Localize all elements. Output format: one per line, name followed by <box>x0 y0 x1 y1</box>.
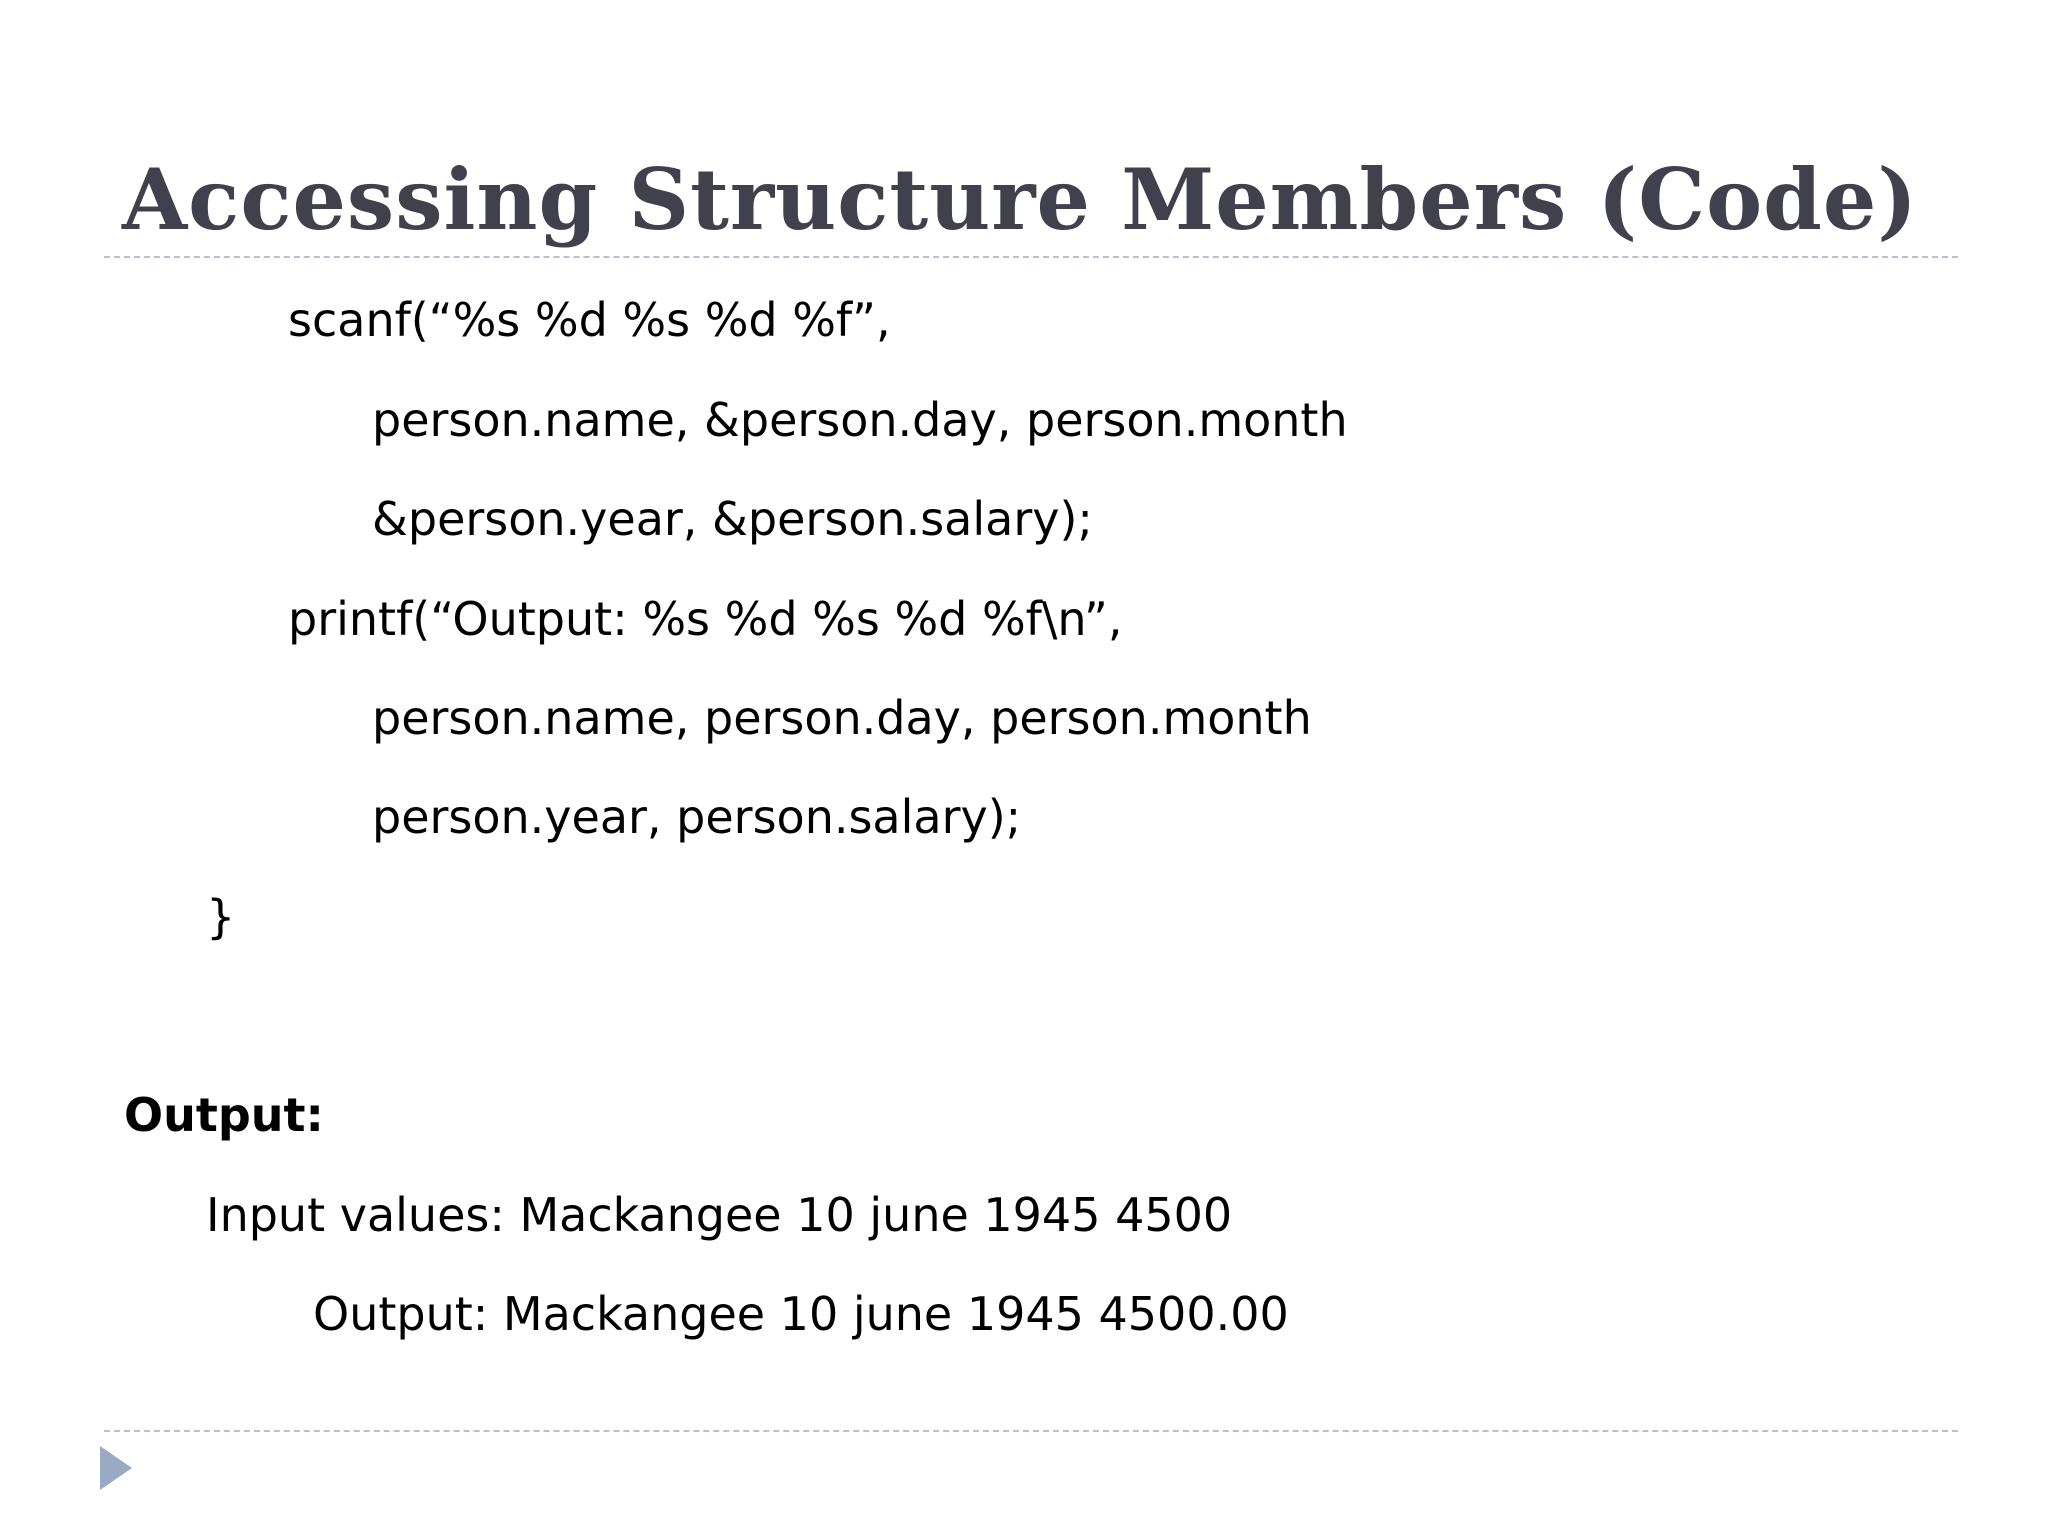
slide-title: Accessing Structure Members (Code) <box>122 150 1919 249</box>
code-line-printf: printf(“Output: %s %d %s %d %f\n”, <box>288 592 1123 646</box>
input-values-line: Input values: Mackangee 10 june 1945 4500 <box>206 1188 1233 1242</box>
output-heading: Output: <box>124 1088 324 1142</box>
code-line-scanf: scanf(“%s %d %s %d %f”, <box>288 293 891 347</box>
next-slide-arrow-icon[interactable] <box>100 1446 132 1490</box>
code-line-printf-args-1: person.name, person.day, person.month <box>372 691 1312 745</box>
code-line-printf-args-2: person.year, person.salary); <box>372 790 1022 844</box>
footer-divider <box>104 1430 1958 1432</box>
output-values-line: Output: Mackangee 10 june 1945 4500.00 <box>313 1287 1289 1341</box>
code-line-scanf-args-1: person.name, &person.day, person.month <box>372 393 1348 447</box>
code-line-closing-brace: } <box>206 890 236 944</box>
title-divider <box>104 256 1958 258</box>
code-line-scanf-args-2: &person.year, &person.salary); <box>372 492 1093 546</box>
